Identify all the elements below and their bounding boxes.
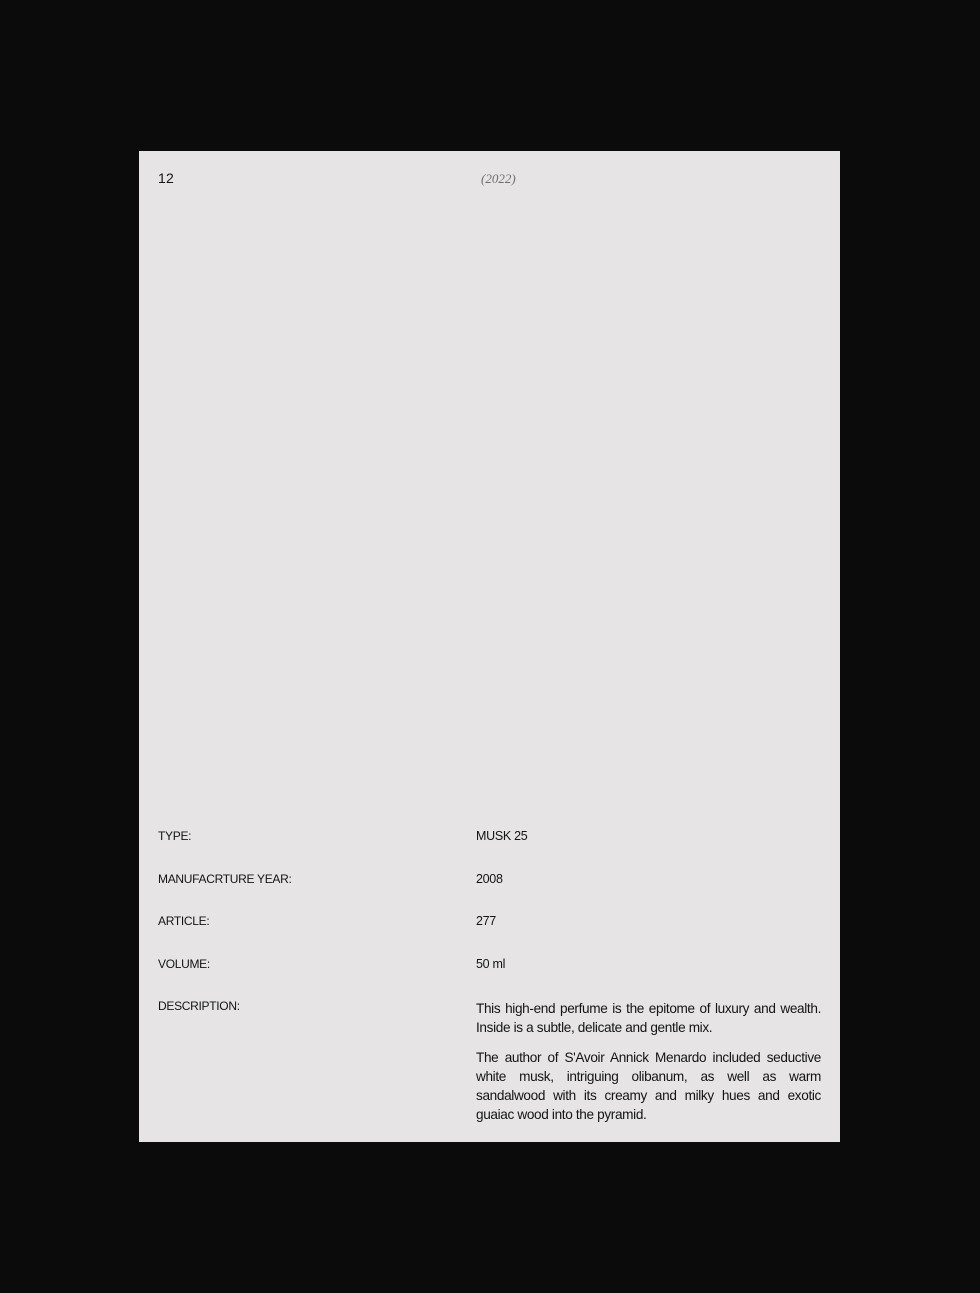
spec-label-description: DESCRIPTION: bbox=[158, 999, 240, 1013]
spec-value-manufacture-year: 2008 bbox=[476, 871, 503, 886]
spec-label-volume: VOLUME: bbox=[158, 956, 210, 971]
spec-label-manufacture-year: MANUFACRTURE YEAR: bbox=[158, 871, 292, 886]
spec-value-volume: 50 ml bbox=[476, 956, 506, 971]
spec-row-volume bbox=[158, 957, 822, 1000]
description-text bbox=[476, 999, 821, 1135]
page-number: 12 bbox=[158, 170, 174, 186]
description-paragraph: The author of S'Avoir Annick Menardo included seductive white musk, intriguing olibanum, as well as warm sandalwood with its creamy and milky hues and exotic guaiac wood into the pyramid. bbox=[476, 1050, 821, 1122]
document-sheet bbox=[139, 151, 840, 1142]
product-specs bbox=[158, 829, 822, 1122]
spec-label-type: TYPE: bbox=[158, 829, 192, 843]
spec-row-article bbox=[158, 914, 822, 957]
spec-label-article: ARTICLE: bbox=[158, 914, 210, 928]
description-paragraph: This high-end perfume is the epitome of luxury and wealth. Inside is a subtle, delicate and gentle mix. bbox=[476, 1001, 821, 1035]
spec-value-article: 277 bbox=[476, 914, 496, 928]
year-label: (2022) bbox=[481, 171, 516, 186]
spec-value-type: MUSK 25 bbox=[476, 829, 528, 843]
spec-row-type bbox=[158, 829, 822, 872]
spec-row-manufacture-year bbox=[158, 872, 822, 915]
